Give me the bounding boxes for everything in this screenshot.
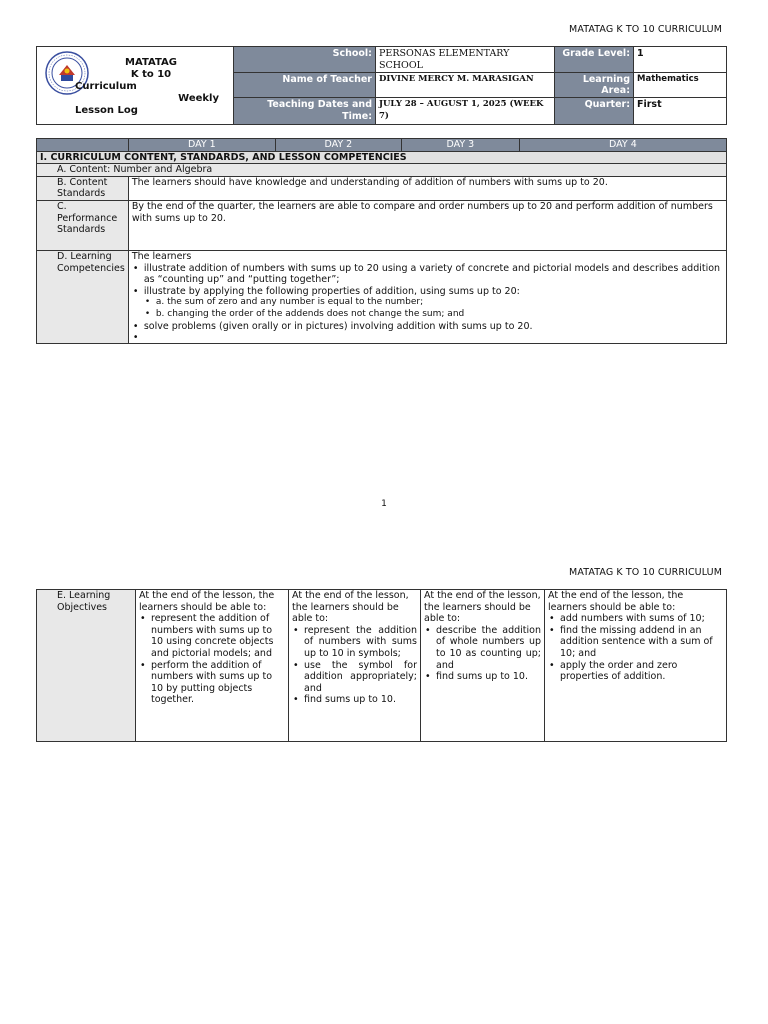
quarter-value: First — [634, 98, 727, 125]
learning-objectives-label: E. Learning Objectives — [37, 590, 136, 742]
objective-item: • represent the addition of numbers with sums up to 10 in symbols; — [304, 625, 417, 660]
content-standards-label: B. Content Standards — [37, 176, 129, 200]
day-header-row — [37, 139, 727, 152]
objective-item: • represent the addition of numbers with sums up to 10 using concrete objects and pictorial models; and — [151, 613, 285, 659]
learning-area-label: Learning Area: — [555, 73, 634, 98]
day-1-header: DAY 1 — [128, 139, 275, 152]
objectives-table — [36, 589, 727, 742]
teaching-dates-value: JULY 28 – AUGUST 1, 2025 (WEEK 7) — [376, 98, 555, 125]
objective-item: • find sums up to 10. — [436, 671, 541, 683]
competency-item: • solve problems (given orally or in pictures) involving addition with sums up to 20. — [144, 321, 723, 333]
lesson-log-title: MATATAG K to 10 Curriculum Weekly Lesson Log — [75, 57, 219, 116]
competency-item: • illustrate by applying the following properties of addition, using sums up to 20: • a. the sum of zero and any number is equal to the number; • b. changing the order of the addends does not change the sum; and — [144, 286, 723, 321]
objective-item: • apply the order and zero properties of addition. — [560, 660, 723, 683]
content-row: A. Content: Number and Algebra — [37, 164, 727, 177]
day-2-objectives: At the end of the lesson, the learners should be able to: • represent the addition of numbers with sums up to 10 in symbols; • use the symbol for addition appropriately; and • find sums up to 10. — [289, 590, 421, 742]
objective-item: • use the symbol for addition appropriately; and — [304, 660, 417, 695]
competencies-table — [36, 138, 727, 344]
objective-item: • perform the addition of numbers with sums up to 10 by putting objects together. — [151, 660, 285, 706]
day-3-header: DAY 3 — [401, 139, 519, 152]
teacher-value: DIVINE MERCY M. MARASIGAN — [376, 73, 555, 98]
day-2-header: DAY 2 — [275, 139, 401, 152]
curriculum-header: MATATAG K TO 10 CURRICULUM — [569, 24, 722, 35]
objective-item: • find sums up to 10. — [304, 694, 417, 706]
learning-competencies-label: D. Learning Competencies — [37, 250, 129, 343]
logo-cell — [37, 47, 234, 125]
objective-item: • find the missing addend in an addition sentence with a sum of 10; and — [560, 625, 723, 660]
day-1-objectives: At the end of the lesson, the learners should be able to: • represent the addition of numbers with sums up to 10 using concrete objects and pictorial models; and • perform the addition of numbers with sums up to 10 by putting objects together. — [136, 590, 289, 742]
section-title: I. CURRICULUM CONTENT, STANDARDS, AND LESSON COMPETENCIES — [37, 151, 727, 164]
objective-item: • describe the addition of whole numbers up to 10 as counting up; and — [436, 625, 541, 671]
info-table — [36, 46, 727, 125]
competencies-intro: The learners — [131, 250, 192, 262]
performance-standards-label: C. Performance Standards — [37, 200, 129, 250]
page-number: 1 — [381, 499, 387, 509]
day-3-objectives: At the end of the lesson, the learners should be able to: • describe the addition of whole numbers up to 10 as counting up; and • find sums up to 10. — [421, 590, 545, 742]
day-4-objectives: At the end of the lesson, the learners should be able to: • add numbers with sums of 10; • find the missing addend in an addition sentence with a sum of 10; and • apply the order and zero properties of addition. — [545, 590, 727, 742]
grade-level-label: Grade Level: — [555, 47, 634, 73]
learning-area-value: Mathematics — [634, 73, 727, 98]
teaching-dates-label: Teaching Dates and Time: — [234, 98, 376, 125]
competency-item: • illustrate addition of numbers with sums up to 20 using a variety of concrete and pictorial models and describes addition as “counting up” and “putting together”; — [144, 263, 723, 286]
quarter-label: Quarter: — [555, 98, 634, 125]
learning-competencies-cell — [128, 250, 726, 343]
performance-standards-text: By the end of the quarter, the learners are able to compare and order numbers up to 20 and perform addition of numbers with sums up to 20. — [128, 200, 726, 250]
objective-item: • add numbers with sums of 10; — [560, 613, 723, 625]
school-label: School: — [234, 47, 376, 73]
property-item: • b. changing the order of the addends does not change the sum; and — [156, 309, 723, 321]
grade-level-value: 1 — [634, 47, 727, 73]
competency-item — [144, 332, 723, 343]
content-standards-text: The learners should have knowledge and understanding of addition of numbers with sums up to 20. — [128, 176, 726, 200]
curriculum-header-page-2: MATATAG K TO 10 CURRICULUM — [569, 567, 722, 578]
school-value: PERSONAS ELEMENTARY SCHOOL — [376, 47, 555, 73]
teacher-label: Name of Teacher — [234, 73, 376, 98]
day-4-header: DAY 4 — [519, 139, 726, 152]
property-item: • a. the sum of zero and any number is equal to the number; — [156, 297, 723, 309]
